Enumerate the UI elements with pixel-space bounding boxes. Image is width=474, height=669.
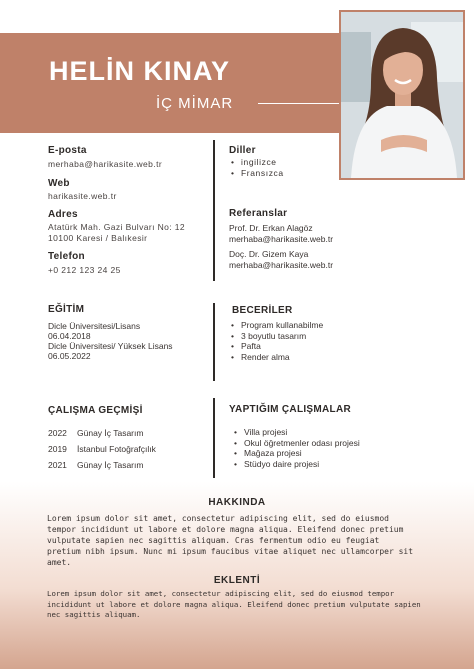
separator-3 xyxy=(213,398,215,478)
about-line: vulputate sapien nec sagittis aliquam. Cras fermentum odio eu feugiat xyxy=(47,536,380,545)
about-paragraph xyxy=(47,513,429,568)
job-title: İÇ MİMAR xyxy=(156,95,234,112)
extra-heading: EKLENTİ xyxy=(213,575,261,586)
experience-place: İstanbul Fotoğrafçılık xyxy=(77,444,156,454)
about-line: pretium nibh ipsum. Nunc mi ipsum faucibus vitae aliquet nec ullamcorper sit xyxy=(47,547,414,556)
portrait-illustration xyxy=(341,12,463,178)
person-name: HELİN KINAY xyxy=(49,56,231,86)
education-line-3: Dicle Üniversitesi/ Yüksek Lisans xyxy=(48,341,173,351)
education-line-4: 06.05.2022 xyxy=(48,351,91,361)
list-item: • Pafta xyxy=(229,341,323,352)
web-value: harikasite.web.tr xyxy=(48,191,117,201)
reference-2-email: merhaba@harikasite.web.tr xyxy=(229,260,334,270)
separator-2 xyxy=(213,303,215,381)
list-item: • Program kullanabilme xyxy=(229,320,323,331)
reference-1-name: Prof. Dr. Erkan Alagöz xyxy=(229,223,313,233)
about-line: Lorem ipsum dolor sit amet, consectetur adipiscing elit, sed do eiusmod xyxy=(47,514,389,523)
list-item: • Okul öğretmenler odası projesi xyxy=(232,438,360,449)
list-item: • Render alma xyxy=(229,352,323,363)
reference-1-email: merhaba@harikasite.web.tr xyxy=(229,234,334,244)
languages-heading: Diller xyxy=(229,145,256,156)
experience-place: Günay İç Tasarım xyxy=(77,460,144,470)
education-heading: EĞİTİM xyxy=(48,304,85,315)
reference-2-name: Doç. Dr. Gizem Kaya xyxy=(229,249,309,259)
list-item: • Fransızca xyxy=(229,168,284,179)
skills-list xyxy=(229,320,323,362)
experience-year: 2022 xyxy=(48,428,67,438)
profile-photo xyxy=(339,10,465,180)
about-heading: HAKKINDA xyxy=(208,497,266,508)
about-line: amet. xyxy=(47,558,72,567)
skills-heading: BECERİLER xyxy=(232,305,293,316)
email-heading: E-posta xyxy=(48,145,87,156)
list-item: • Stüdyo daire projesi xyxy=(232,459,360,470)
works-heading: YAPTIĞIM ÇALIŞMALAR xyxy=(229,404,351,415)
list-item: • ingilizce xyxy=(229,157,284,168)
education-line-1: Dicle Üniversitesi/Lisans xyxy=(48,321,141,331)
extra-line: nec sagittis aliquam. xyxy=(47,610,141,619)
title-divider xyxy=(258,103,348,104)
experience-year: 2021 xyxy=(48,460,67,470)
languages-list xyxy=(229,157,284,178)
education-line-2: 06.04.2018 xyxy=(48,331,91,341)
address-heading: Adres xyxy=(48,209,78,220)
about-line: tempor incididunt ut labore et dolore magna aliqua. Eleifend donec pretium xyxy=(47,525,404,534)
extra-line: Lorem ipsum dolor sit amet, consectetur adipiscing elit, sed do eiusmod tempor xyxy=(47,589,395,598)
phone-value: +0 212 123 24 25 xyxy=(48,265,121,275)
separator-1 xyxy=(213,140,215,281)
address-line-2: 10100 Karesi / Balıkesir xyxy=(48,233,148,243)
list-item: • 3 boyutlu tasarım xyxy=(229,331,323,342)
list-item: • Mağaza projesi xyxy=(232,448,360,459)
phone-heading: Telefon xyxy=(48,251,85,262)
experience-place: Günay İç Tasarım xyxy=(77,428,144,438)
extra-paragraph xyxy=(47,589,429,621)
experience-year: 2019 xyxy=(48,444,67,454)
web-heading: Web xyxy=(48,178,70,189)
list-item: • Villa projesi xyxy=(232,427,360,438)
email-value: merhaba@harikasite.web.tr xyxy=(48,159,163,169)
experience-heading: ÇALIŞMA GEÇMİŞİ xyxy=(48,405,143,416)
extra-line: incididunt ut labore et dolore magna aliqua. Eleifend donec pretium vulputate sapien xyxy=(47,599,421,609)
references-heading: Referanslar xyxy=(229,208,288,219)
address-line-1: Atatürk Mah. Gazi Bulvarı No: 12 xyxy=(48,222,186,232)
works-list xyxy=(232,427,360,469)
